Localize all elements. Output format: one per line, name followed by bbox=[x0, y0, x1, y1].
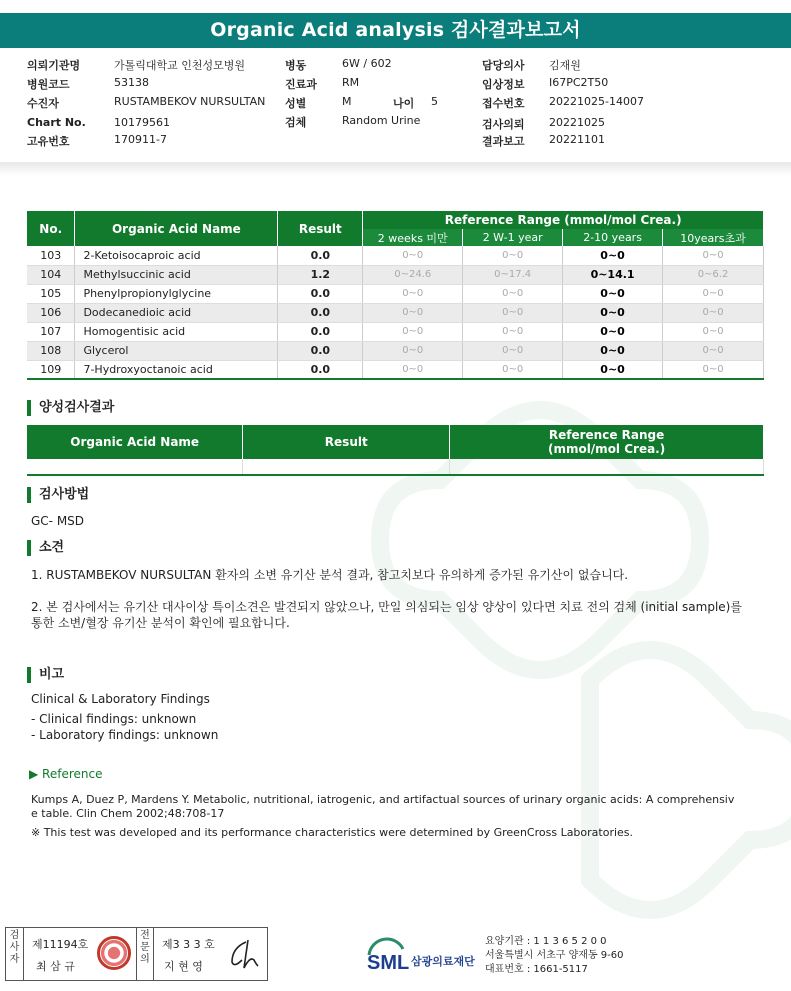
label-report-date: 결과보고 bbox=[482, 135, 525, 148]
value-specimen: Random Urine bbox=[342, 114, 421, 127]
cell-no: 106 bbox=[27, 303, 75, 322]
label-specimen: 검체 bbox=[285, 116, 307, 129]
cell-ref-1: 0~0 bbox=[363, 341, 463, 360]
cell-name: Methylsuccinic acid bbox=[75, 265, 278, 284]
cell-ref-3: 0~0 bbox=[563, 322, 663, 341]
cell-name: 7-Hydroxyoctanoic acid bbox=[75, 360, 278, 379]
cell-result: 0.0 bbox=[278, 246, 363, 265]
value-clinical-info: I67PC2T50 bbox=[549, 76, 609, 89]
lab-contact bbox=[485, 935, 624, 977]
sml-logo-icon bbox=[365, 935, 485, 979]
signature-box bbox=[5, 927, 268, 981]
cell-ref-1: 0~0 bbox=[363, 303, 463, 322]
cell-ref-3: 0~14.1 bbox=[563, 265, 663, 284]
remarks-line-2: - Clinical findings: unknown bbox=[31, 712, 197, 726]
cell-name: Phenylpropionylglycine bbox=[75, 284, 278, 303]
value-patient: RUSTAMBEKOV NURSULTAN bbox=[114, 95, 266, 108]
pos-header-ref bbox=[450, 425, 764, 459]
label-age: 나이 bbox=[393, 97, 415, 110]
label-hospital-code: 병원코드 bbox=[27, 78, 70, 91]
cell-ref-4: 0~0 bbox=[663, 341, 764, 360]
label-receipt-no: 접수번호 bbox=[482, 97, 525, 110]
cell-ref-4: 0~0 bbox=[663, 322, 764, 341]
sml-wordmark: SML bbox=[367, 952, 410, 974]
cell-result: 0.0 bbox=[278, 303, 363, 322]
label-request-date: 검사의뢰 bbox=[482, 118, 525, 131]
cell-ref-4: 0~0 bbox=[663, 303, 764, 322]
method-heading: 검사방법 bbox=[27, 487, 89, 503]
tester-no: 제11194호 bbox=[32, 938, 89, 951]
lab-phone: 대표번호 : 1661-5117 bbox=[485, 964, 588, 975]
cell-ref-2: 0~0 bbox=[463, 246, 563, 265]
tester-label: 검사자 bbox=[6, 928, 24, 980]
label-sex: 성별 bbox=[285, 97, 307, 110]
table-row bbox=[27, 303, 764, 322]
cell-no: 107 bbox=[27, 322, 75, 341]
value-report-date: 20221101 bbox=[549, 133, 605, 146]
cell-ref-3: 0~0 bbox=[563, 341, 663, 360]
signature-mark bbox=[224, 936, 264, 972]
cell-ref-1: 0~0 bbox=[363, 322, 463, 341]
cell-ref-4: 0~0 bbox=[663, 360, 764, 379]
value-sex: M bbox=[342, 95, 352, 108]
opinion-heading: 소견 bbox=[27, 540, 64, 556]
method-value: GC- MSD bbox=[31, 514, 85, 528]
reviewer-label: 전문의 bbox=[136, 928, 154, 980]
ref-col-4: 10years초과 bbox=[663, 229, 764, 246]
reviewer-no: 제3 3 3 호 bbox=[162, 938, 215, 951]
report-title bbox=[0, 13, 791, 48]
opinion-line-2b: 통한 소변/혈장 유기산 분석이 확인에 필요합니다. bbox=[31, 616, 290, 630]
cell-no: 109 bbox=[27, 360, 75, 379]
cell-ref-3: 0~0 bbox=[563, 360, 663, 379]
opinion-line-2a: 2. 본 검사에서는 유기산 대사이상 특이소견은 발견되지 않았으나, 만일 의심되는 임상 양상이 있다면 치료 전의 검체 (initial sample)를 bbox=[31, 600, 742, 614]
title-ko: 검사결과보고서 bbox=[450, 19, 581, 41]
value-hospital-code: 53138 bbox=[114, 76, 149, 89]
value-receipt-no: 20221025-14007 bbox=[549, 95, 644, 108]
pos-empty-cell bbox=[243, 459, 450, 475]
cell-ref-2: 0~17.4 bbox=[463, 265, 563, 284]
positive-results-table bbox=[27, 425, 764, 476]
reference-label: ▶ Reference bbox=[29, 767, 103, 781]
ref-col-1: 2 weeks 미만 bbox=[363, 229, 463, 246]
lab-address: 서울특별시 서초구 양재동 9-60 bbox=[485, 950, 624, 961]
title-en: Organic Acid analysis bbox=[210, 19, 445, 41]
cell-ref-3: 0~0 bbox=[563, 246, 663, 265]
header-divider bbox=[0, 162, 791, 176]
pos-header-name: Organic Acid Name bbox=[27, 425, 243, 459]
reviewer-name: 지 현 영 bbox=[164, 960, 203, 973]
label-chart-no: Chart No. bbox=[27, 116, 86, 129]
cell-result: 0.0 bbox=[278, 360, 363, 379]
cell-ref-1: 0~0 bbox=[363, 284, 463, 303]
stamp-seal bbox=[97, 936, 131, 970]
value-chart-no: 10179561 bbox=[114, 116, 170, 129]
cell-ref-3: 0~0 bbox=[563, 284, 663, 303]
value-ward: 6W / 602 bbox=[342, 57, 392, 70]
value-request-date: 20221025 bbox=[549, 116, 605, 129]
cell-result: 0.0 bbox=[278, 284, 363, 303]
cell-result: 0.0 bbox=[278, 341, 363, 360]
value-doctor: 김재원 bbox=[549, 59, 581, 72]
patient-info bbox=[27, 57, 767, 157]
opinion-line-1: 1. RUSTAMBEKOV NURSULTAN 환자의 소변 유기산 분석 결과, 참고치보다 유의하게 증가된 유기산이 없습니다. bbox=[31, 568, 629, 582]
value-requester: 가톨릭대학교 인천성모병원 bbox=[114, 59, 246, 72]
label-requester: 의뢰기관명 bbox=[27, 59, 81, 72]
label-dept: 진료과 bbox=[285, 78, 317, 91]
cell-result: 0.0 bbox=[278, 322, 363, 341]
cell-name: Dodecanedioic acid bbox=[75, 303, 278, 322]
positive-results-heading: 양성검사결과 bbox=[27, 400, 114, 416]
label-unique-no: 고유번호 bbox=[27, 135, 70, 148]
pos-header-ref-line2: (mmol/mol Crea.) bbox=[547, 442, 666, 456]
col-header-no: No. bbox=[27, 211, 75, 246]
cell-ref-3: 0~0 bbox=[563, 303, 663, 322]
ref-col-2: 2 W-1 year bbox=[463, 229, 563, 246]
reference-note: ※ This test was developed and its performance characteristics were determined by GreenCross Laboratories. bbox=[31, 826, 634, 839]
cell-ref-2: 0~0 bbox=[463, 322, 563, 341]
sml-logo bbox=[365, 935, 485, 982]
reference-citation-2: e table. Clin Chem 2002;48:708-17 bbox=[31, 807, 225, 820]
cell-ref-4: 0~6.2 bbox=[663, 265, 764, 284]
reference-citation-1: Kumps A, Duez P, Mardens Y. Metabolic, nutritional, iatrogenic, and artifactual sources of urinary organic acids: A comprehensiv bbox=[31, 793, 735, 806]
cell-name: Homogentisic acid bbox=[75, 322, 278, 341]
label-clinical-info: 임상정보 bbox=[482, 78, 525, 91]
col-header-ref: Reference Range (mmol/mol Crea.) bbox=[363, 211, 764, 229]
cell-ref-2: 0~0 bbox=[463, 303, 563, 322]
remarks-heading: 비고 bbox=[27, 667, 64, 683]
col-header-result: Result bbox=[278, 211, 363, 246]
table-row bbox=[27, 284, 764, 303]
sml-org-name: 삼광의료재단 bbox=[411, 955, 475, 968]
cell-ref-1: 0~24.6 bbox=[363, 265, 463, 284]
pos-header-ref-line1: Reference Range bbox=[548, 428, 665, 442]
value-unique-no: 170911-7 bbox=[114, 133, 167, 146]
cell-no: 108 bbox=[27, 341, 75, 360]
cell-ref-2: 0~0 bbox=[463, 341, 563, 360]
cell-result: 1.2 bbox=[278, 265, 363, 284]
cell-ref-2: 0~0 bbox=[463, 360, 563, 379]
remarks-line-1: Clinical & Laboratory Findings bbox=[31, 692, 210, 706]
results-table bbox=[27, 211, 764, 380]
tester-name: 최 삼 규 bbox=[36, 960, 75, 973]
label-doctor: 담당의사 bbox=[482, 59, 525, 72]
col-header-name: Organic Acid Name bbox=[75, 211, 278, 246]
cell-ref-1: 0~0 bbox=[363, 246, 463, 265]
table-row bbox=[27, 322, 764, 341]
cell-no: 104 bbox=[27, 265, 75, 284]
value-age: 5 bbox=[431, 95, 438, 108]
lab-code: 요양기관 : 1 1 3 6 5 2 0 0 bbox=[485, 936, 607, 947]
pos-header-result: Result bbox=[243, 425, 450, 459]
table-row bbox=[27, 341, 764, 360]
pos-empty-cell bbox=[450, 459, 764, 475]
label-patient: 수진자 bbox=[27, 97, 59, 110]
cell-ref-2: 0~0 bbox=[463, 284, 563, 303]
cell-no: 105 bbox=[27, 284, 75, 303]
label-ward: 병동 bbox=[285, 59, 307, 72]
cell-ref-1: 0~0 bbox=[363, 360, 463, 379]
cell-ref-4: 0~0 bbox=[663, 284, 764, 303]
remarks-line-3: - Laboratory findings: unknown bbox=[31, 728, 219, 742]
table-row bbox=[27, 265, 764, 284]
cell-name: Glycerol bbox=[75, 341, 278, 360]
cell-name: 2-Ketoisocaproic acid bbox=[75, 246, 278, 265]
table-row bbox=[27, 246, 764, 265]
cell-no: 103 bbox=[27, 246, 75, 265]
pos-empty-cell bbox=[27, 459, 243, 475]
ref-col-3: 2-10 years bbox=[563, 229, 663, 246]
cell-ref-4: 0~0 bbox=[663, 246, 764, 265]
value-dept: RM bbox=[342, 76, 360, 89]
table-row bbox=[27, 360, 764, 379]
